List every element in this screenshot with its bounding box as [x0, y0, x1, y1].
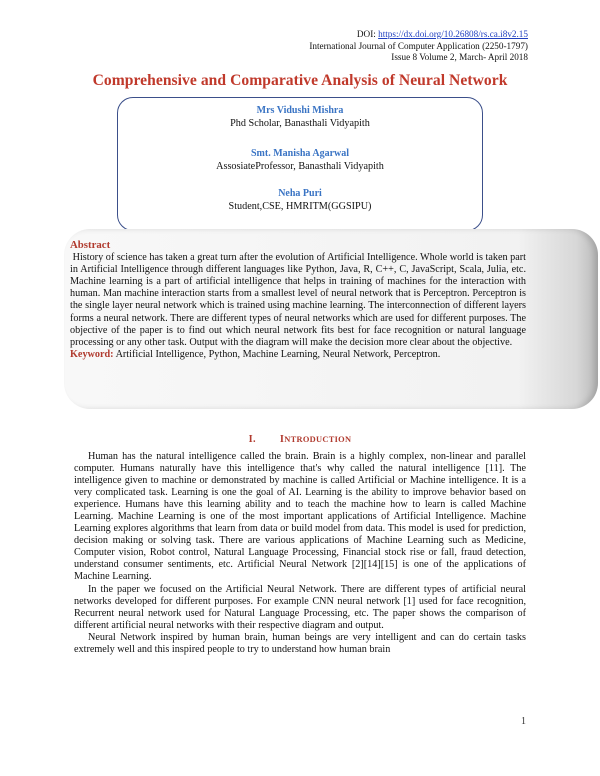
author-name: Neha Puri: [278, 188, 322, 199]
section-title-initial: I: [279, 434, 285, 445]
author-1: [118, 105, 482, 130]
author-name: Mrs Vidushi Mishra: [256, 105, 344, 116]
abstract-body: History of science has taken a great turn after the evolution of Artificial Intelligence. Whole world is taken part in Artificial Intelligence through different languages like Python, Java, R, C++, C, JavaScript, Scala, Julia, etc. Machine learning is a part of artificial intelligence that helps in training of machines for the interaction with human. Man machine interaction starts from a smallest level of neural network that is Perceptron. Perceptron is the single layer neural network which is trained using machine learning. The interconnection of different layers forms a neural network. There are different types of neural networks which are used for different purposes. The objective of the paper is to find out which neural network fits best for face recognition or natural language processing or any other task. Output with the diagram will make the decision more clear about the objective.: [70, 252, 527, 348]
paper-title: Comprehensive and Comparative Analysis of Neural Network: [92, 72, 508, 89]
author-3: [118, 188, 482, 213]
page-number: 1: [521, 716, 526, 727]
doi-line: [309, 29, 528, 41]
author-box: [117, 97, 483, 231]
issue-info: Issue 8 Volume 2, March- April 2018: [391, 52, 528, 63]
section-heading: [0, 434, 600, 445]
section-number: I.: [248, 434, 256, 445]
doi-link[interactable]: https://dx.doi.org/10.26808/rs.ca.i8v2.15: [378, 29, 528, 39]
keywords-line: [70, 349, 526, 361]
journal-name: International Journal of Computer Application (2250-1797): [309, 40, 528, 51]
paragraph: Neural Network inspired by human brain, human beings are very intelligent and can do certain tasks extremely well and this inspired people to try to understand how human brain: [74, 631, 526, 655]
author-affiliation: AssosiateProfessor, Banasthali Vidyapith: [216, 161, 384, 172]
abstract-text: [70, 252, 526, 349]
section-title-rest: NTRODUCTION: [284, 435, 352, 444]
author-affiliation: Student,CSE, HMRITM(GGSIPU): [228, 201, 372, 212]
keywords: Artificial Intelligence, Python, Machine Learning, Neural Network, Perceptron.: [115, 348, 441, 360]
abstract-section: [70, 239, 526, 361]
abstract-heading: Abstract: [70, 239, 111, 251]
paragraph: In the paper we focused on the Artificial Neural Network. There are different types of artificial neural networks developed for different purposes. For example CNN neural network [1] used for face recognition, Recurrent neural network used for Natural Language Processing, etc. The paper shows the comparison of different artificial neural networks with their respective diagram and output.: [74, 583, 526, 631]
body-text: [74, 451, 526, 656]
paragraph: Human has the natural intelligence called the brain. Brain is a highly complex, non-linear and parallel computer. Humans naturally have this intelligence that's why called the natural intelligence [11]. The intelligence given to machine or demonstrated by machine is called Artificial or Machine intelligence. It is a very complicated task. Learning is one the goal of AI. Learning is the ability to improve behavior based on experience. Humans have this learning ability and to teach the machine how to learn is called Machine Learning. Machine Learning is one of the most important applications of Artificial Intelligence. Machine Learning explores algorithms that learn from data or build model from data. This model is used for prediction, decision making or solving task. There are various applications of Machine Learning such as Medicine, Computer vision, Robot control, Natural Language Processing, Financial stock rise or fall, fraud detection, understand consumer sentiments, etc. Artificial Neural Network [2][14][15] is one of the applications of Machine Learning.: [74, 451, 526, 583]
header-meta: [309, 29, 528, 64]
doi-label: DOI:: [356, 29, 379, 39]
keyword-label: Keyword:: [70, 348, 114, 360]
author-affiliation: Phd Scholar, Banasthali Vidyapith: [230, 118, 370, 129]
author-name: Smt. Manisha Agarwal: [250, 148, 350, 159]
author-2: [118, 148, 482, 173]
